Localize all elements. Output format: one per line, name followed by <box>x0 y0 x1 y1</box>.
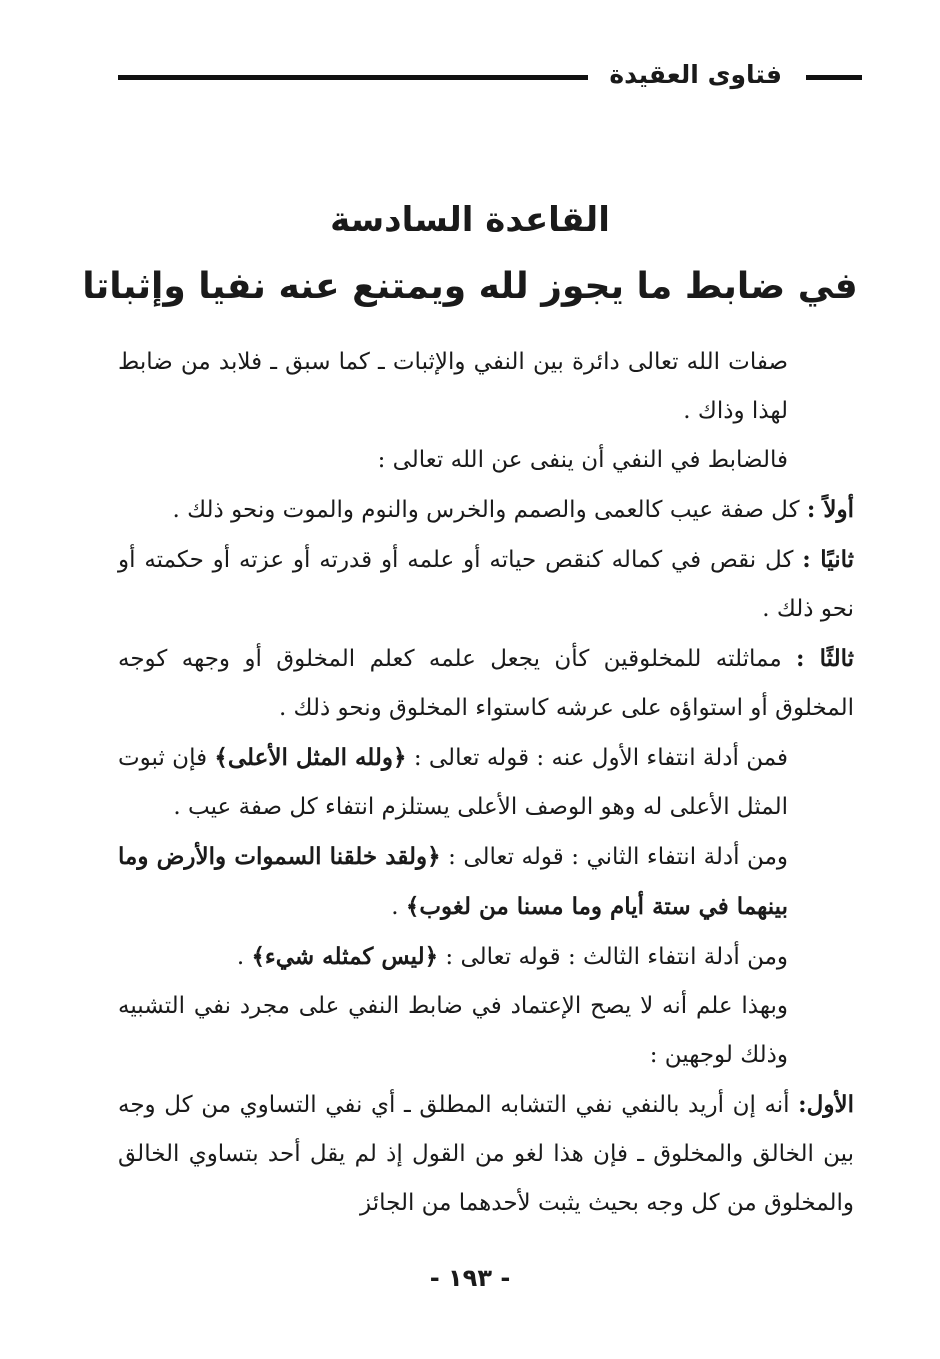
quran-quote-2: ﴿ولقد خلقنا السموات والأرض وما بينهما في ستة أيام وما مسنا من لغوب﴾ <box>118 843 788 920</box>
paragraph-conclusion: وبهذا علم أنه لا يصح الإعتماد في ضابط النفي على مجرد نفي التشبيه وذلك لوجهين : <box>118 993 788 1068</box>
quran-quote-1: ﴿ولله المثل الأعلى﴾ <box>214 744 407 771</box>
text-third: مماثلته للمخلوقين كأن يجعل علمه كعلم المخلوق أو وجهه كوجه المخلوق أو استواؤه على عرشه كاستواء المخلوق ونحو ذلك . <box>118 646 854 721</box>
paragraph-evidence-second <box>118 832 854 932</box>
text-second: كل نقص في كماله كنقص حياته أو علمه أو قدرته أو عزته أو حكمته أو نحو ذلك . <box>118 547 854 622</box>
text-first: كل صفة عيب كالعمى والصمم والخرس والنوم والموت ونحو ذلك . <box>172 497 800 523</box>
header-rule-left <box>118 75 588 80</box>
paragraph-evidence-third <box>118 932 854 982</box>
paragraph-intro: صفات الله تعالى دائرة بين النفي والإثبات ـ كما سبق ـ فلابد من ضابط لهذا وذاك . <box>118 349 788 424</box>
body-text <box>118 338 854 1228</box>
paragraph-second <box>118 535 854 634</box>
chapter-subtitle: في ضابط ما يجوز لله ويمتنع عنه نفيا وإثباتا <box>82 266 858 307</box>
page-number: - ١٩٣ - <box>429 1264 511 1292</box>
paragraph-first <box>118 485 854 535</box>
label-second: ثانيًا : <box>802 546 854 573</box>
label-third: ثالثًا : <box>796 645 854 672</box>
evidence-second-end: . <box>391 894 399 920</box>
evidence-first-intro: فمن أدلة انتفاء الأول عنه : قوله تعالى : <box>413 745 788 771</box>
running-title: فتاوى العقيدة <box>609 60 782 89</box>
evidence-second-intro: ومن أدلة انتفاء الثاني : قوله تعالى : <box>448 844 788 870</box>
header-rule-right <box>806 75 862 80</box>
paragraph-evidence-first <box>118 733 854 832</box>
evidence-first-rest: فإن ثبوت المثل الأعلى له وهو الوصف الأعلى يستلزم انتفاء كل صفة عيب . <box>118 745 788 820</box>
paragraph-negation-rule: فالضابط في النفي أن ينفى عن الله تعالى : <box>377 447 788 473</box>
text-first-reason: أنه إن أريد بالنفي نفي التشابه المطلق ـ أي نفي التساوي من كل وجه بين الخالق والمخلوق ـ فإن هذا لغو من القول إذ لم يقل أحد بتساوي الخالق والمخلوق من كل وجه بحيث يثبت لأحدهما من الجائز <box>118 1092 854 1216</box>
evidence-third-intro: ومن أدلة انتفاء الثالث : قوله تعالى : <box>445 944 788 970</box>
label-first: أولاً : <box>806 496 854 523</box>
paragraph-third <box>118 634 854 733</box>
running-header <box>118 60 862 94</box>
chapter-title: القاعدة السادسة <box>330 200 610 240</box>
quran-quote-3: ﴿ليس كمثله شيء﴾ <box>251 943 439 970</box>
evidence-third-end: . <box>236 944 245 970</box>
paragraph-first-reason <box>118 1080 854 1228</box>
label-first-reason: الأول: <box>798 1091 854 1118</box>
